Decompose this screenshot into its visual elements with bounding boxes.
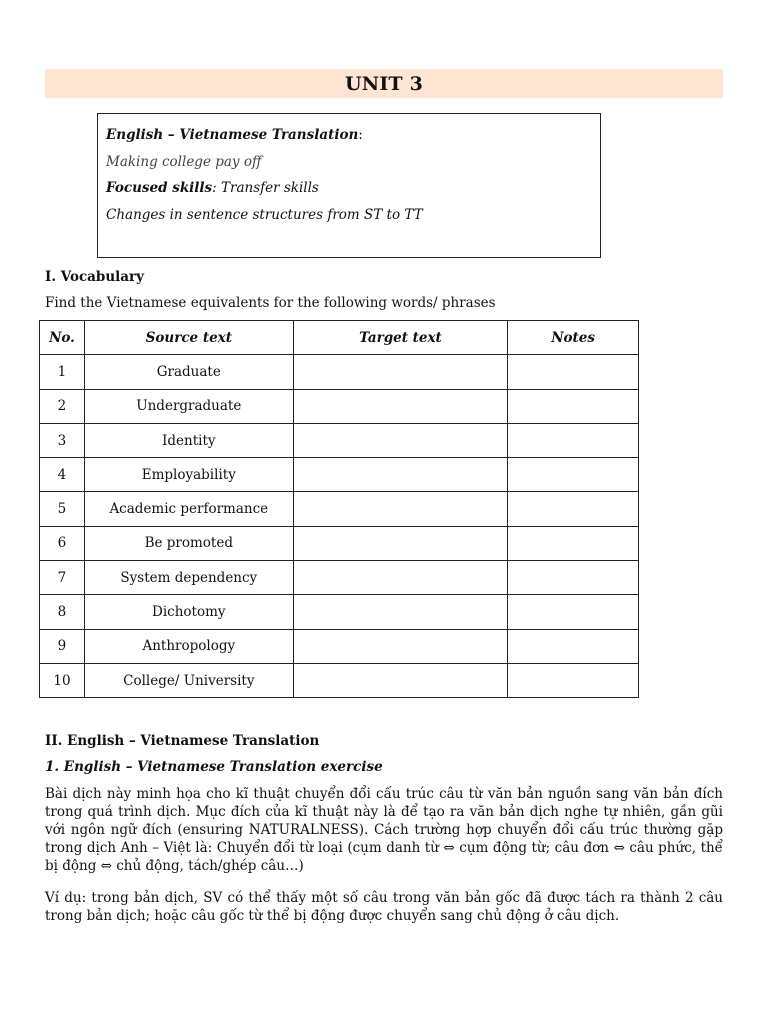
column-header-target: Target text [293,321,508,355]
target-cell[interactable] [293,355,508,389]
skills-value: : Transfer skills [212,180,319,196]
target-cell[interactable] [293,458,508,492]
target-cell[interactable] [293,389,508,423]
info-line-course [106,126,592,144]
row-number: 4 [40,458,85,492]
unit-banner [45,69,723,98]
notes-cell[interactable] [508,492,639,526]
notes-cell[interactable] [508,389,639,423]
translation-heading: II. English – Vietnamese Translation [45,733,320,749]
notes-cell[interactable] [508,458,639,492]
target-cell[interactable] [293,526,508,560]
target-cell[interactable] [293,492,508,526]
translation-paragraph-2: Ví dụ: trong bản dịch, SV có thể thấy một số câu trong văn bản gốc đã được tách ra thành 2 câu trong bản dịch; hoặc câu gốc từ thể bị động được chuyển sang chủ động ở câu dịch. [45,890,723,924]
column-header-no: No. [40,321,85,355]
table-row [40,526,639,560]
row-number: 9 [40,629,85,663]
vocabulary-table [39,320,639,698]
source-term: System dependency [84,561,293,595]
notes-cell[interactable] [508,355,639,389]
source-term: Employability [84,458,293,492]
table-row [40,423,639,457]
source-term: Dichotomy [84,595,293,629]
target-cell[interactable] [293,663,508,697]
skills-description: Changes in sentence structures from ST to TT [106,206,423,223]
source-term: Graduate [84,355,293,389]
source-term: Be promoted [84,526,293,560]
course-colon: : [358,127,363,143]
info-box [97,113,601,258]
target-cell[interactable] [293,561,508,595]
row-number: 5 [40,492,85,526]
row-number: 1 [40,355,85,389]
table-row [40,492,639,526]
info-line-skills [106,179,592,197]
source-term: Anthropology [84,629,293,663]
row-number: 7 [40,561,85,595]
translation-subheading: 1. English – Vietnamese Translation exercise [45,759,383,775]
course-label: English – Vietnamese Translation [106,127,359,143]
notes-cell[interactable] [508,663,639,697]
vocabulary-heading: I. Vocabulary [45,269,145,285]
column-header-notes: Notes [508,321,639,355]
table-row [40,458,639,492]
table-row [40,663,639,697]
row-number: 8 [40,595,85,629]
table-row [40,389,639,423]
translation-paragraph-1: Bài dịch này minh họa cho kĩ thuật chuyển đổi cấu trúc câu từ văn bản nguồn sang văn bản đích trong quá trình dịch. Mục đích của kĩ thuật này là để tạo ra văn bản dịch nghe tự nhiên, gần gũi với ngôn ngữ đích (ensuring NATURALNESS). Cách trường hợp chuyển đổi cấu trúc thường gặp trong dịch Anh – Việt là: Chuyển đổi từ loại (cụm danh từ ⇔ cụm động từ; câu đơn ⇔ câu phức, thể bị động ⇔ chủ động, tách/ghép câu…) [45,786,723,874]
table-row [40,629,639,663]
unit-title: UNIT 3 [345,72,423,95]
target-cell[interactable] [293,595,508,629]
target-cell[interactable] [293,629,508,663]
vocabulary-instruction: Find the Vietnamese equivalents for the following words/ phrases [45,295,496,311]
table-row [40,595,639,629]
column-header-source: Source text [84,321,293,355]
source-term: College/ University [84,663,293,697]
table-row [40,561,639,595]
lesson-title: Making college pay off [106,153,262,170]
row-number: 10 [40,663,85,697]
source-term: Identity [84,423,293,457]
row-number: 6 [40,526,85,560]
target-cell[interactable] [293,423,508,457]
source-term: Undergraduate [84,389,293,423]
notes-cell[interactable] [508,423,639,457]
table-header-row [40,321,639,355]
notes-cell[interactable] [508,526,639,560]
skills-label: Focused skills [106,180,213,196]
row-number: 2 [40,389,85,423]
notes-cell[interactable] [508,561,639,595]
notes-cell[interactable] [508,629,639,663]
table-row [40,355,639,389]
notes-cell[interactable] [508,595,639,629]
row-number: 3 [40,423,85,457]
source-term: Academic performance [84,492,293,526]
